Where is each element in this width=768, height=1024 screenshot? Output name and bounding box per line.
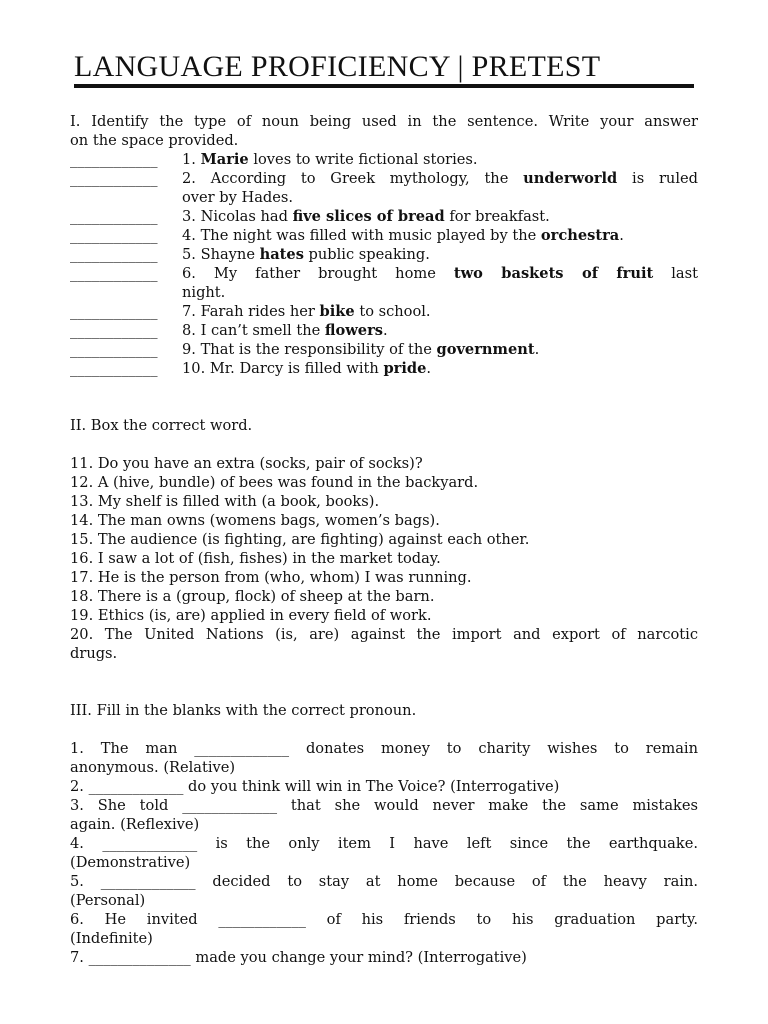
item-continuation: night. bbox=[182, 284, 226, 301]
item-post: . bbox=[382, 322, 388, 339]
item-pre: My father brought home bbox=[213, 265, 454, 282]
part3-question-5-cont: (Personal) bbox=[70, 892, 146, 909]
part1-instruction: I. Identify the type of noun being used in the sentence. Write your answer bbox=[70, 113, 698, 130]
worksheet-body bbox=[70, 112, 698, 967]
item-pre: The night was filled with music played by the bbox=[200, 227, 541, 244]
answer-blank: ____________ bbox=[70, 227, 158, 244]
item-text bbox=[182, 340, 698, 359]
part1-instruction-cont: on the space provided. bbox=[70, 132, 239, 149]
item-pre: I can’t smell the bbox=[200, 322, 325, 339]
item-text bbox=[182, 264, 698, 302]
noun-highlight: pride bbox=[383, 360, 427, 377]
item-text bbox=[182, 226, 698, 245]
item-post: is ruled bbox=[617, 170, 698, 187]
item-pre: That is the responsibility of the bbox=[200, 341, 437, 358]
answer-blank: ____________ bbox=[70, 265, 158, 282]
item-number: 1. bbox=[182, 151, 201, 168]
item-number: 2. bbox=[182, 170, 211, 187]
noun-highlight: underworld bbox=[523, 170, 618, 187]
answer-blank: ____________ bbox=[70, 341, 158, 358]
noun-highlight: hates bbox=[259, 246, 304, 263]
part2-item-20: 20. The United Nations (is, are) against the import and export of narcotic bbox=[70, 626, 698, 643]
item-pre: Farah rides her bbox=[200, 303, 320, 320]
part2-item: 14. The man owns (womens bags, women’s bags). bbox=[70, 512, 440, 529]
item-post: . bbox=[426, 360, 432, 377]
noun-highlight: government bbox=[436, 341, 535, 358]
answer-blank: ____________ bbox=[70, 246, 158, 263]
item-text bbox=[182, 321, 698, 340]
page-title: LANGUAGE PROFICIENCY | PRETEST bbox=[74, 50, 694, 88]
item-post: loves to write fictional stories. bbox=[248, 151, 478, 168]
noun-highlight: five slices of bread bbox=[292, 208, 445, 225]
part2-item: 11. Do you have an extra (socks, pair of socks)? bbox=[70, 455, 423, 472]
part3-question-1: 1. The man _____________ donates money to charity wishes to remain bbox=[70, 740, 698, 757]
part2-item: 15. The audience (is fighting, are fighting) against each other. bbox=[70, 531, 530, 548]
item-text bbox=[182, 302, 698, 321]
item-text bbox=[182, 169, 698, 207]
part3-question-3-cont: again. (Reflexive) bbox=[70, 816, 200, 833]
noun-highlight: two baskets of fruit bbox=[453, 265, 654, 282]
part3-question-4: 4. _____________ is the only item I have left since the earthquake. bbox=[70, 835, 698, 852]
item-post: for breakfast. bbox=[444, 208, 550, 225]
part3-question-1-cont: anonymous. (Relative) bbox=[70, 759, 236, 776]
item-post: to school. bbox=[354, 303, 431, 320]
part2-item: 17. He is the person from (who, whom) I was running. bbox=[70, 569, 472, 586]
item-post: . bbox=[534, 341, 540, 358]
item-text bbox=[182, 207, 698, 226]
noun-highlight: bike bbox=[319, 303, 355, 320]
part3-instruction: III. Fill in the blanks with the correct pronoun. bbox=[70, 702, 417, 719]
part1-item bbox=[70, 264, 698, 302]
answer-blank: ____________ bbox=[70, 170, 158, 187]
part2-item-20-cont: drugs. bbox=[70, 645, 118, 662]
answer-blank: ____________ bbox=[70, 322, 158, 339]
part2-items bbox=[70, 454, 698, 625]
part3-question-7: 7. ______________ made you change your mind? (Interrogative) bbox=[70, 949, 527, 966]
part1-item bbox=[70, 207, 698, 226]
item-pre: Shayne bbox=[200, 246, 260, 263]
item-number: 5. bbox=[182, 246, 201, 263]
item-number: 9. bbox=[182, 341, 201, 358]
part2-item: 16. I saw a lot of (fish, fishes) in the market today. bbox=[70, 550, 441, 567]
part2-instruction: II. Box the correct word. bbox=[70, 417, 253, 434]
part2-item: 18. There is a (group, flock) of sheep at the barn. bbox=[70, 588, 435, 605]
answer-blank: ____________ bbox=[70, 151, 158, 168]
part2-item: 13. My shelf is filled with (a book, books). bbox=[70, 493, 380, 510]
item-text bbox=[182, 359, 698, 378]
answer-blank: ____________ bbox=[70, 360, 158, 377]
part1-item bbox=[70, 169, 698, 207]
part3-question-3: 3. She told _____________ that she would never make the same mistakes bbox=[70, 797, 698, 814]
answer-blank: ____________ bbox=[70, 208, 158, 225]
answer-blank: ____________ bbox=[70, 303, 158, 320]
item-post: . bbox=[619, 227, 624, 244]
part1-item bbox=[70, 245, 698, 264]
item-text bbox=[182, 245, 698, 264]
part2-item: 12. A (hive, bundle) of bees was found in the backyard. bbox=[70, 474, 479, 491]
part1-item bbox=[70, 150, 698, 169]
part1-items bbox=[70, 150, 698, 378]
noun-highlight: flowers bbox=[324, 322, 383, 339]
item-number: 3. bbox=[182, 208, 201, 225]
item-number: 8. bbox=[182, 322, 201, 339]
part1-item bbox=[70, 321, 698, 340]
item-number: 4. bbox=[182, 227, 201, 244]
item-pre: According to Greek mythology, the bbox=[210, 170, 524, 187]
item-pre: Mr. Darcy is filled with bbox=[209, 360, 384, 377]
part3-question-5: 5. _____________ decided to stay at home because of the heavy rain. bbox=[70, 873, 698, 890]
part1-item bbox=[70, 359, 698, 378]
part2-item: 19. Ethics (is, are) applied in every field of work. bbox=[70, 607, 432, 624]
item-text bbox=[182, 150, 698, 169]
part1-item bbox=[70, 340, 698, 359]
noun-highlight: Marie bbox=[200, 151, 249, 168]
part3-question-6: 6. He invited ____________ of his friends to his graduation party. bbox=[70, 911, 698, 928]
part3-question-2: 2. _____________ do you think will win in The Voice? (Interrogative) bbox=[70, 778, 560, 795]
noun-highlight: orchestra bbox=[540, 227, 620, 244]
item-number: 10. bbox=[182, 360, 210, 377]
part1-item bbox=[70, 302, 698, 321]
item-pre: Nicolas had bbox=[200, 208, 293, 225]
item-number: 6. bbox=[182, 265, 214, 282]
item-post: public speaking. bbox=[303, 246, 430, 263]
part3-question-4-cont: (Demonstrative) bbox=[70, 854, 191, 871]
item-post: last bbox=[653, 265, 698, 282]
part1-item bbox=[70, 226, 698, 245]
item-continuation: over by Hades. bbox=[182, 189, 294, 206]
part3-question-6-cont: (Indefinite) bbox=[70, 930, 153, 947]
item-number: 7. bbox=[182, 303, 201, 320]
